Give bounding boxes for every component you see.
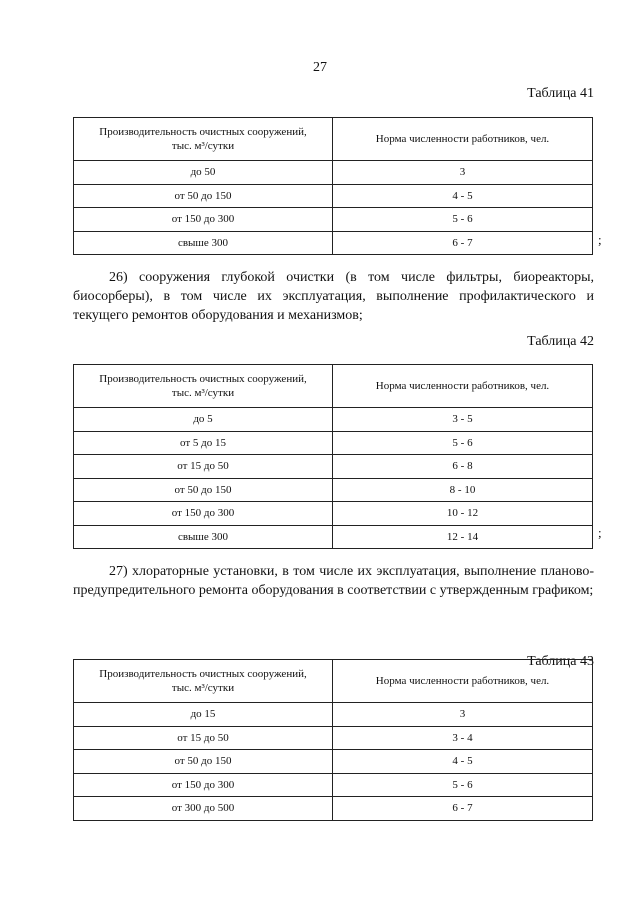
header-capacity — [74, 660, 333, 703]
table-row — [74, 525, 593, 549]
cell-range: свыше 300 — [74, 525, 333, 549]
cell-norm: 6 - 8 — [333, 455, 593, 479]
table-row — [74, 703, 593, 727]
cell-norm: 10 - 12 — [333, 502, 593, 526]
table-row — [74, 773, 593, 797]
cell-range: от 15 до 50 — [74, 455, 333, 479]
cell-norm: 3 - 5 — [333, 408, 593, 432]
cell-range: до 15 — [74, 703, 333, 727]
cell-norm: 6 - 7 — [333, 797, 593, 821]
cell-range: свыше 300 — [74, 231, 333, 255]
table-header-row — [74, 365, 593, 408]
cell-norm: 4 - 5 — [333, 184, 593, 208]
cell-norm: 5 - 6 — [333, 773, 593, 797]
table-row — [74, 208, 593, 232]
header-capacity-line2: тыс. м³/сутки — [171, 140, 235, 152]
cell-range: от 150 до 300 — [74, 773, 333, 797]
paragraph-26: 26) сооружения глубокой очистки (в том числе фильтры, биореакторы, биосорберы), в том числе их эксплуатация, выполнение профилактического и текущего ремонтов оборудования и механизмов; — [73, 270, 594, 323]
header-norm: Норма численности работников, чел. — [333, 365, 593, 408]
table-row — [74, 726, 593, 750]
table-43-caption: Таблица 43 — [527, 654, 594, 669]
header-capacity-line2: тыс. м³/сутки — [171, 682, 235, 694]
table-row — [74, 184, 593, 208]
cell-range: от 15 до 50 — [74, 726, 333, 750]
cell-norm: 3 — [333, 161, 593, 185]
cell-norm: 4 - 5 — [333, 750, 593, 774]
table-row — [74, 431, 593, 455]
cell-range: от 50 до 150 — [74, 184, 333, 208]
header-capacity-line2: тыс. м³/сутки — [171, 387, 235, 399]
cell-norm: 6 - 7 — [333, 231, 593, 255]
table-header-row — [74, 660, 593, 703]
table-42-caption: Таблица 42 — [527, 334, 594, 349]
header-capacity-line1: Производительность очистных сооружений, — [99, 126, 307, 138]
cell-range: от 5 до 15 — [74, 431, 333, 455]
cell-range: от 50 до 150 — [74, 750, 333, 774]
header-capacity-line1: Производительность очистных сооружений, — [99, 373, 307, 385]
cell-norm: 3 - 4 — [333, 726, 593, 750]
table-41-semicolon: ; — [598, 232, 602, 247]
cell-range: до 5 — [74, 408, 333, 432]
cell-range: от 150 до 300 — [74, 208, 333, 232]
table-row — [74, 478, 593, 502]
header-capacity — [74, 118, 333, 161]
cell-norm: 5 - 6 — [333, 208, 593, 232]
table-42-semicolon: ; — [598, 525, 602, 540]
header-capacity — [74, 365, 333, 408]
table-row — [74, 797, 593, 821]
table-row — [74, 455, 593, 479]
table-42 — [73, 364, 593, 549]
cell-norm: 8 - 10 — [333, 478, 593, 502]
header-norm: Норма численности работников, чел. — [333, 660, 593, 703]
header-capacity-line1: Производительность очистных сооружений, — [99, 668, 307, 680]
table-row — [74, 231, 593, 255]
table-row — [74, 408, 593, 432]
header-norm: Норма численности работников, чел. — [333, 118, 593, 161]
cell-range: от 150 до 300 — [74, 502, 333, 526]
cell-range: от 300 до 500 — [74, 797, 333, 821]
table-row — [74, 502, 593, 526]
table-41-caption: Таблица 41 — [527, 86, 594, 101]
table-row — [74, 750, 593, 774]
cell-norm: 3 — [333, 703, 593, 727]
cell-range: от 50 до 150 — [74, 478, 333, 502]
table-41 — [73, 117, 593, 255]
cell-norm: 5 - 6 — [333, 431, 593, 455]
cell-norm: 12 - 14 — [333, 525, 593, 549]
paragraph-27: 27) хлораторные установки, в том числе их эксплуатация, выполнение планово-предупредительного ремонта оборудования в соответствии с утвержденным графиком; — [73, 564, 594, 598]
table-43-body — [73, 659, 593, 821]
page-number: 27 — [313, 60, 327, 75]
table-row — [74, 161, 593, 185]
cell-range: до 50 — [74, 161, 333, 185]
table-header-row — [74, 118, 593, 161]
